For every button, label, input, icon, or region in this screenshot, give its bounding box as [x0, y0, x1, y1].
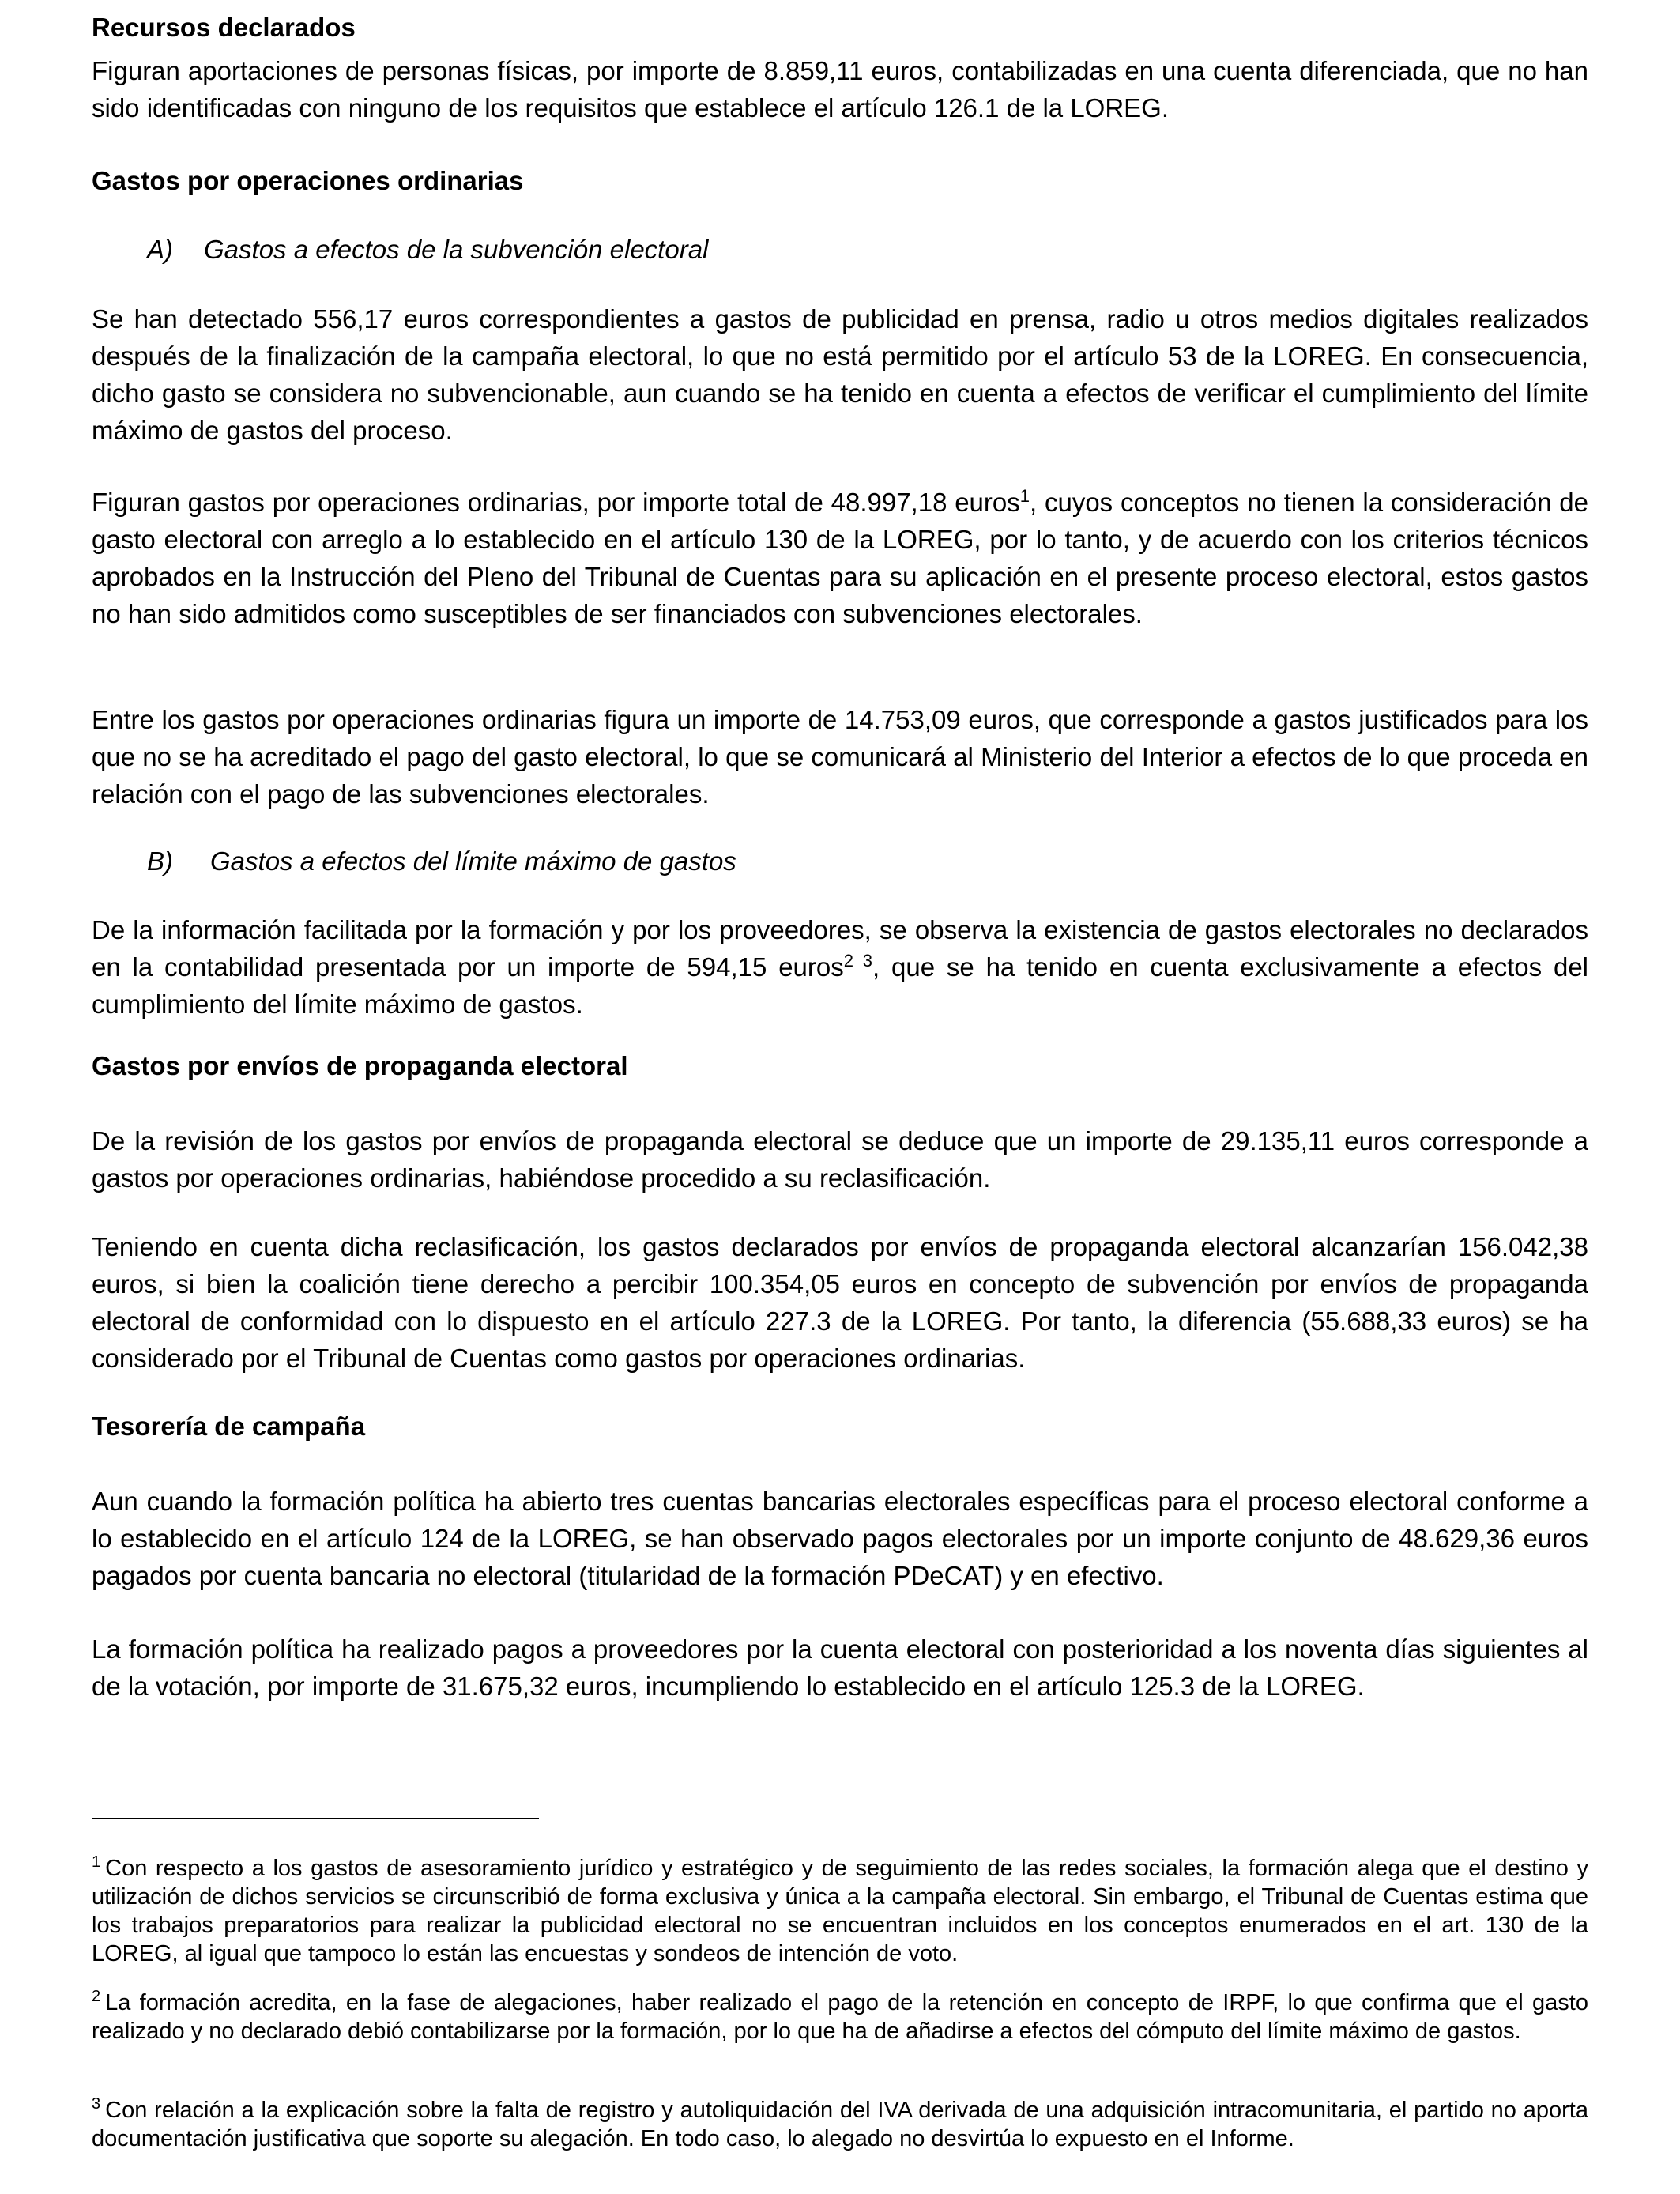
- section-heading-recursos: Recursos declarados: [92, 13, 356, 42]
- subheading-a: [92, 231, 708, 268]
- paragraph-ordinarias-3: Entre los gastos por operaciones ordinarias figura un importe de 14.753,09 euros, que corresponde a gastos justificados para los que no se ha acreditado el pago del gasto electoral, lo que se comunicará al Ministerio del Interior a efectos de lo que proceda en relación con el pago de las subvenciones electorales.: [92, 705, 1588, 809]
- section-heading-envios: Gastos por envíos de propaganda electoral: [92, 1051, 628, 1080]
- footnote-separator: [92, 1818, 539, 1819]
- section-heading-ordinarias: Gastos por operaciones ordinarias: [92, 166, 524, 195]
- paragraph-tesoreria-1: Aun cuando la formación política ha abierto tres cuentas bancarias electorales específicas para el proceso electoral conforme a lo establecido en el artículo 124 de la LOREG, se han observado pagos electorales por un importe conjunto de 48.629,36 euros pagados por cuenta bancaria no electoral (titularidad de la formación PDeCAT) y en efectivo.: [92, 1487, 1588, 1590]
- footnote-2: [92, 1989, 1588, 2045]
- subheading-b-letter: B): [147, 846, 173, 876]
- paragraph-envios-1: De la revisión de los gastos por envíos de propaganda electoral se deduce que un importe de 29.135,11 euros corresponde a gastos por operaciones ordinarias, habiéndose procedido a su reclasificación.: [92, 1126, 1588, 1193]
- footnote-2-number: 2: [92, 1988, 101, 2006]
- paragraph-ordinarias-1: Se han detectado 556,17 euros correspondientes a gastos de publicidad en prensa, radio u otros medios digitales realizados después de la finalización de la campaña electoral, lo que no está permitido por el artículo 53 de la LOREG. En consecuencia, dicho gasto se considera no subvencionable, aun cuando se ha tenido en cuenta a efectos de verificar el cumplimiento del límite máximo de gastos del proceso.: [92, 304, 1588, 445]
- paragraph-ordinarias-4-end: , que se ha tenido en cuenta exclusivamente a efectos del cumplimiento del límite máximo de gastos.: [92, 952, 1588, 1019]
- paragraph-ordinarias-4: [92, 911, 1588, 1023]
- paragraph-ordinarias-4-start: De la información facilitada por la formación y por los proveedores, se observa la existencia de gastos electorales no declarados en la contabilidad presentada por un importe de 594,15 euros: [92, 915, 1588, 982]
- paragraph-envios-2: Teniendo en cuenta dicha reclasificación, los gastos declarados por envíos de propaganda electoral alcanzarían 156.042,38 euros, si bien la coalición tiene derecho a percibir 100.354,05 euros en concepto de subvención por envíos de propaganda electoral de conformidad con lo dispuesto en el artículo 227.3 de la LOREG. Por tanto, la diferencia (55.688,33 euros) se ha considerado por el Tribunal de Cuentas como gastos por operaciones ordinarias.: [92, 1232, 1588, 1373]
- subheading-a-letter: A): [147, 235, 173, 264]
- footnote-1: [92, 1854, 1588, 1968]
- footnote-3-number: 3: [92, 2095, 101, 2113]
- footnote-ref-2-3[interactable]: 2 3: [843, 951, 872, 971]
- paragraph-ordinarias-2-start: Figuran gastos por operaciones ordinarias, por importe total de 48.997,18 euros: [92, 488, 1020, 517]
- footnote-1-number: 1: [92, 1853, 101, 1872]
- footnote-2-text: La formación acredita, en la fase de alegaciones, haber realizado el pago de la retención en concepto de IRPF, lo que confirma que el gasto realizado y no declarado debió contabilizarse por la formación, por lo que ha de añadirse a efectos del cómputo del límite máximo de gastos.: [92, 1990, 1588, 2044]
- paragraph-ordinarias-2: [92, 484, 1588, 632]
- subheading-b: [92, 843, 736, 880]
- paragraph-recursos: Figuran aportaciones de personas físicas, por importe de 8.859,11 euros, contabilizadas en una cuenta diferenciada, que no han sido identificadas con ninguno de los requisitos que establece el artículo 126.1 de la LOREG.: [92, 56, 1588, 123]
- subheading-a-text: Gastos a efectos de la subvención electoral: [204, 235, 709, 264]
- paragraph-ordinarias-2-end: , cuyos conceptos no tienen la consideración de gasto electoral con arreglo a lo establecido en el artículo 130 de la LOREG, por lo tanto, y de acuerdo con los criterios técnicos aprobados en la Instrucción del Pleno del Tribunal de Cuentas para su aplicación en el presente proceso electoral, estos gastos no han sido admitidos como susceptibles de ser financiados con subvenciones electorales.: [92, 488, 1588, 628]
- subheading-b-text: Gastos a efectos del límite máximo de gastos: [210, 846, 736, 876]
- paragraph-tesoreria-2: La formación política ha realizado pagos a proveedores por la cuenta electoral con posterioridad a los noventa días siguientes al de la votación, por importe de 31.675,32 euros, incumpliendo lo establecido en el artículo 125.3 de la LOREG.: [92, 1634, 1588, 1701]
- footnote-3-text: Con relación a la explicación sobre la falta de registro y autoliquidación del IVA derivada de una adquisición intracomunitaria, el partido no aporta documentación justificativa que soporte su alegación. En todo caso, lo alegado no desvirtúa lo expuesto en el Informe.: [92, 2098, 1588, 2151]
- section-heading-tesoreria: Tesorería de campaña: [92, 1412, 366, 1441]
- footnote-ref-1[interactable]: 1: [1019, 486, 1030, 506]
- footnote-1-text: Con respecto a los gastos de asesoramiento jurídico y estratégico y de seguimiento de las redes sociales, la formación alega que el destino y utilización de dichos servicios se circunscribió de forma exclusiva y única a la campaña electoral. Sin embargo, el Tribunal de Cuentas estima que los trabajos preparatorios para realizar la publicidad electoral no se encuentran incluidos en los conceptos enumerados en el art. 130 de la LOREG, al igual que tampoco lo están las encuestas y sondeos de intención de voto.: [92, 1856, 1588, 1966]
- footnote-3: [92, 2096, 1588, 2153]
